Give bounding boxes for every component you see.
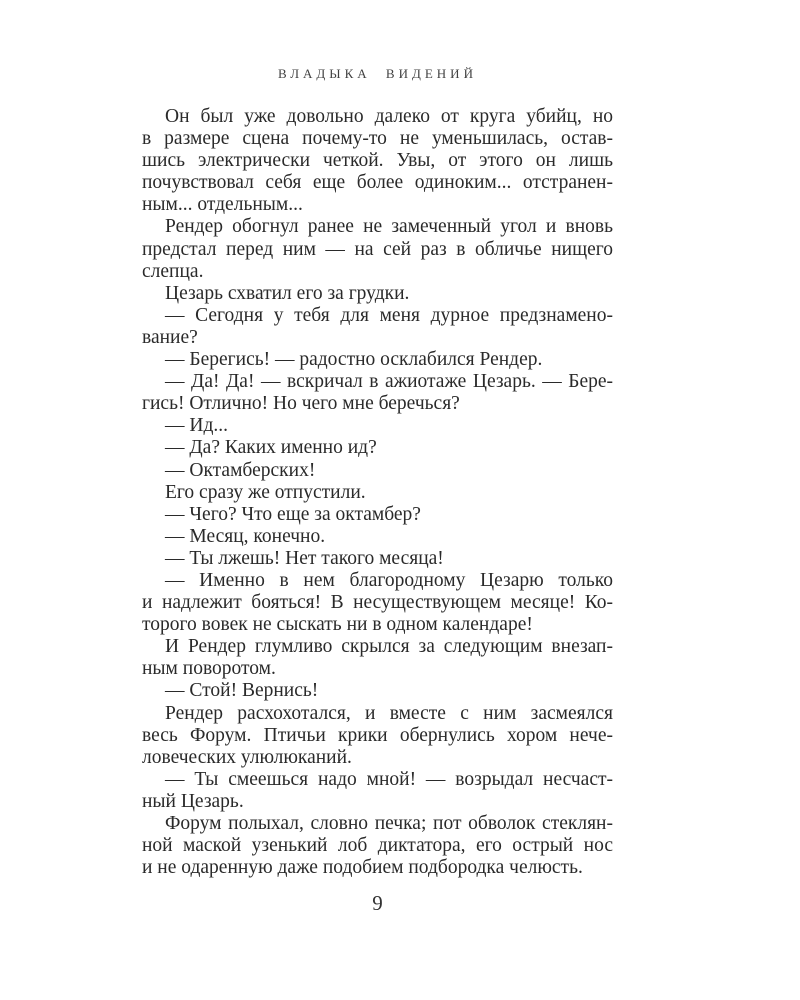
text-line: ный Цезарь. [142, 790, 244, 812]
text-line: Рендер обогнул ранее не замеченный угол и вновь [165, 216, 613, 238]
text-line: слепца. [142, 260, 204, 282]
text-line: — Чего? Что еще за октамбер? [165, 503, 421, 525]
text-line: ловеческих улюлюканий. [142, 746, 352, 768]
text-line: — Да! Да! — вскричал в ажиотаже Цезарь. — Бере- [165, 371, 613, 393]
running-head: ВЛАДЫКА ВИДЕНИЙ [278, 66, 477, 81]
page-number: 9 [372, 891, 383, 915]
text-line: — Ты лжешь! Нет такого месяца! [165, 547, 444, 569]
text-line: предстал перед ним — на сей раз в обличье нищего [142, 238, 613, 260]
text-line: ным поворотом. [142, 658, 276, 680]
text-line: И Рендер глумливо скрылся за следующим внезап- [165, 636, 613, 658]
text-line: весь Форум. Птичьи крики обернулись хором нече- [142, 724, 613, 746]
text-line: ной маской узенький лоб диктатора, его острый нос [142, 835, 613, 857]
text-line: ным... отдельным... [142, 194, 303, 216]
text-line: — Ты смеешься надо мной! — возрыдал несчаст- [165, 768, 613, 790]
text-line: торого вовек не сыскать ни в одном календаре! [142, 614, 533, 636]
text-line: Цезарь схватил его за грудки. [165, 282, 410, 304]
text-line: — Сегодня у тебя для меня дурное предзнамено- [165, 304, 613, 326]
text-line: — Ид... [165, 415, 229, 437]
text-line: шись электрически четкой. Увы, от этого он лишь [142, 150, 613, 172]
text-line: вание? [142, 326, 198, 348]
text-line: — Именно в нем благородному Цезарю только [165, 569, 613, 591]
text-line: — Берегись! — радостно осклабился Рендер. [165, 349, 543, 371]
text-line: Его сразу же отпустили. [165, 481, 366, 503]
text-line: — Месяц, конечно. [165, 525, 326, 547]
text-line: — Октамберских! [165, 459, 316, 481]
text-block [142, 106, 613, 879]
text-line: почувствовал себя еще более одиноким... отстранен- [142, 172, 613, 194]
text-line: — Стой! Вернись! [165, 680, 319, 702]
text-line: Форум полыхал, словно печка; пот обволок стеклян- [165, 813, 613, 834]
text-line: — Да? Каких именно ид? [165, 437, 377, 459]
text-line: Рендер расхохотался, и вместе с ним засмеялся [165, 702, 613, 724]
text-line: в размере сцена почему-то не уменьшилась, остав- [142, 128, 613, 150]
text-line: гись! Отлично! Но чего мне беречься? [142, 393, 460, 415]
text-line: и не одаренную даже подобием подбородка челюсть. [142, 857, 583, 879]
text-line: и надлежит бояться! В несуществующем месяце! Ко- [142, 592, 613, 614]
text-line: Он был уже довольно далеко от круга убийц, но [165, 106, 613, 127]
